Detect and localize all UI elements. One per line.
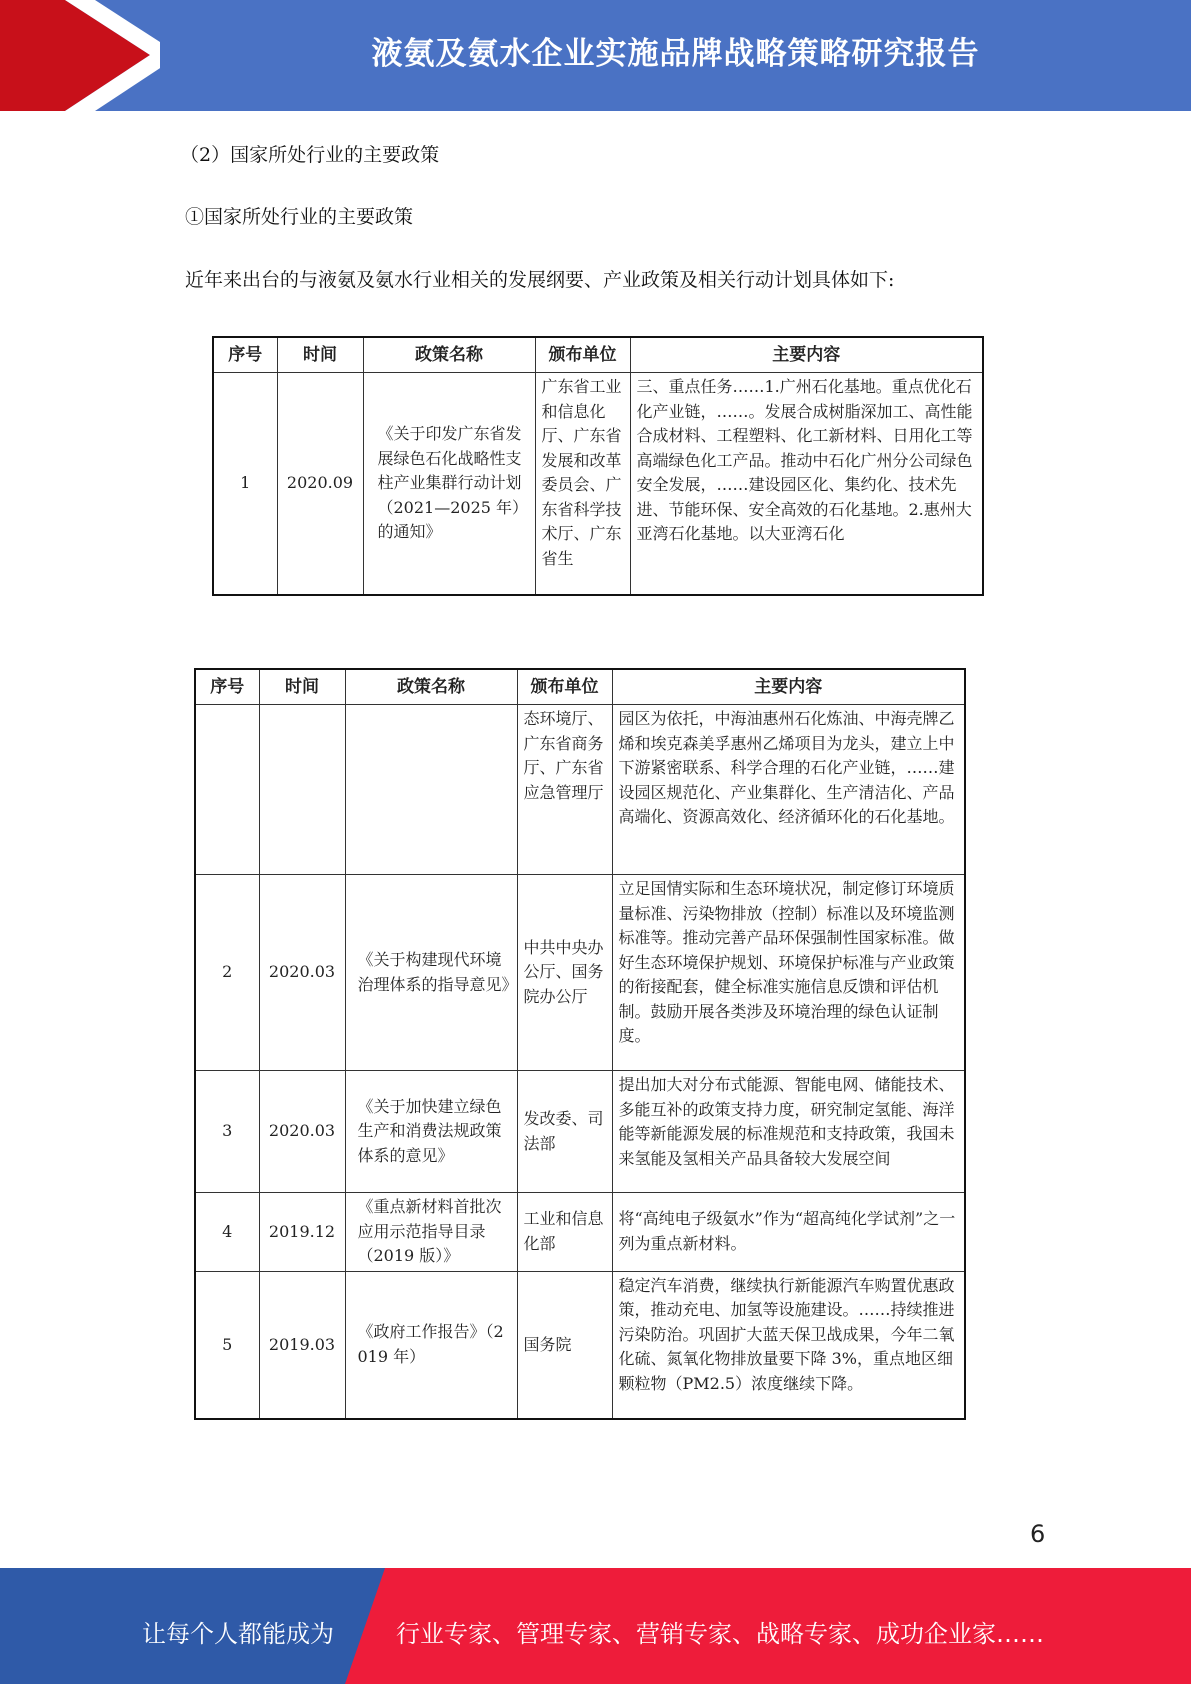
row-no: 3 (195, 1071, 259, 1193)
row-date: 2020.09 (277, 373, 363, 595)
row-no: 4 (195, 1193, 259, 1272)
footer-slogan-right: 行业专家、管理专家、营销专家、战略专家、成功企业家…… (396, 1620, 1044, 1648)
row-policy-name: 《关于构建现代环境治理体系的指导意见》 (345, 875, 517, 1071)
row-content: 将“高纯电子级氨水”作为“超高纯化学试剂”之一列为重点新材料。 (612, 1193, 965, 1272)
header-no: 序号 (213, 337, 277, 373)
row-issuer: 国务院 (517, 1271, 612, 1419)
row-issuer: 发改委、司法部 (517, 1071, 612, 1193)
row-issuer: 中共中央办公厅、国务院办公厅 (517, 875, 612, 1071)
row-date: 2019.12 (259, 1193, 345, 1272)
row-content: 稳定汽车消费，继续执行新能源汽车购置优惠政策，推动充电、加氢等设施建设。……持续推进污染防治。巩固扩大蓝天保卫战成果，今年二氧化硫、氮氧化物排放量要下降 3%，重点地区细颗粒物（PM2.5）浓度继续下降。 (612, 1271, 965, 1419)
header-no: 序号 (195, 669, 259, 705)
page-number: 6 (1030, 1520, 1046, 1548)
header-date: 时间 (259, 669, 345, 705)
section-intro: 近年来出台的与液氨及氨水行业相关的发展纲要、产业政策及相关行动计划具体如下: (185, 269, 895, 291)
row-no: 1 (213, 373, 277, 595)
row-no (195, 705, 259, 875)
header-policy-name: 政策名称 (345, 669, 517, 705)
row-date: 2020.03 (259, 1071, 345, 1193)
header-issuer: 颁布单位 (517, 669, 612, 705)
table-header-row (213, 337, 983, 373)
report-title: 液氨及氨水企业实施品牌战略策略研究报告 (371, 36, 980, 72)
row-issuer: 态环境厅、广东省商务厅、广东省应急管理厅 (517, 705, 612, 875)
row-policy-name: 《关于加快建立绿色生产和消费法规政策体系的意见》 (345, 1071, 517, 1193)
policy-table-2 (194, 668, 966, 1420)
row-content: 三、重点任务……1.广州石化基地。重点优化石化产业链，……。发展合成树脂深加工、高性能合成材料、工程塑料、化工新材料、日用化工等高端绿色化工产品。推动中石化广州分公司绿色安全发展，……建设园区化、集约化、技术先进、节能环保、安全高效的石化基地。2.惠州大亚湾石化基地。以大亚湾石化 (630, 373, 983, 595)
row-date (259, 705, 345, 875)
policy-table-1 (212, 336, 984, 596)
row-policy-name (345, 705, 517, 875)
table-row (195, 705, 965, 875)
row-issuer: 工业和信息化部 (517, 1193, 612, 1272)
row-no: 5 (195, 1271, 259, 1419)
header-content: 主要内容 (630, 337, 983, 373)
row-date: 2020.03 (259, 875, 345, 1071)
header-content: 主要内容 (612, 669, 965, 705)
row-content: 提出加大对分布式能源、智能电网、储能技术、多能互补的政策支持力度，研究制定氢能、海洋能等新能源发展的标准规范和支持政策，我国未来氢能及氢相关产品具备较大发展空间 (612, 1071, 965, 1193)
footer-slogan-left: 让每个人都能成为 (142, 1620, 334, 1648)
table-row (195, 1271, 965, 1419)
section-subheading: ①国家所处行业的主要政策 (185, 206, 414, 228)
table-row (195, 875, 965, 1071)
row-content: 立足国情实际和生态环境状况，制定修订环境质量标准、污染物排放（控制）标准以及环境监测标准等。推动完善产品环保强制性国家标准。做好生态环境保护规划、环境保护标准与产业政策的衔接配套，健全标准实施信息反馈和评估机制。鼓励开展各类涉及环境治理的绿色认证制度。 (612, 875, 965, 1071)
row-policy-name: 《重点新材料首批次应用示范指导目录（2019 版）》 (345, 1193, 517, 1272)
section-heading: （2）国家所处行业的主要政策 (180, 144, 440, 166)
row-issuer: 广东省工业和信息化厅、广东省发展和改革委员会、广东省科学技术厅、广东省生 (535, 373, 630, 595)
row-no: 2 (195, 875, 259, 1071)
row-policy-name: 《关于印发广东省发展绿色石化战略性支柱产业集群行动计划（2021—2025 年）的通知》 (363, 373, 535, 595)
row-policy-name: 《政府工作报告》（2019 年） (345, 1271, 517, 1419)
row-content: 园区为依托，中海油惠州石化炼油、中海壳牌乙烯和埃克森美孚惠州乙烯项目为龙头，建立上中下游紧密联系、科学合理的石化产业链，……建设园区规范化、产业集群化、生产清洁化、产品高端化、资源高效化、经济循环化的石化基地。 (612, 705, 965, 875)
page-header (0, 0, 1191, 111)
page-footer (0, 1568, 1191, 1684)
header-issuer: 颁布单位 (535, 337, 630, 373)
header-policy-name: 政策名称 (363, 337, 535, 373)
header-date: 时间 (277, 337, 363, 373)
table-header-row (195, 669, 965, 705)
table-row (195, 1071, 965, 1193)
header-arrow-graphic (0, 0, 160, 111)
table-row (195, 1193, 965, 1272)
table-row (213, 373, 983, 595)
row-date: 2019.03 (259, 1271, 345, 1419)
